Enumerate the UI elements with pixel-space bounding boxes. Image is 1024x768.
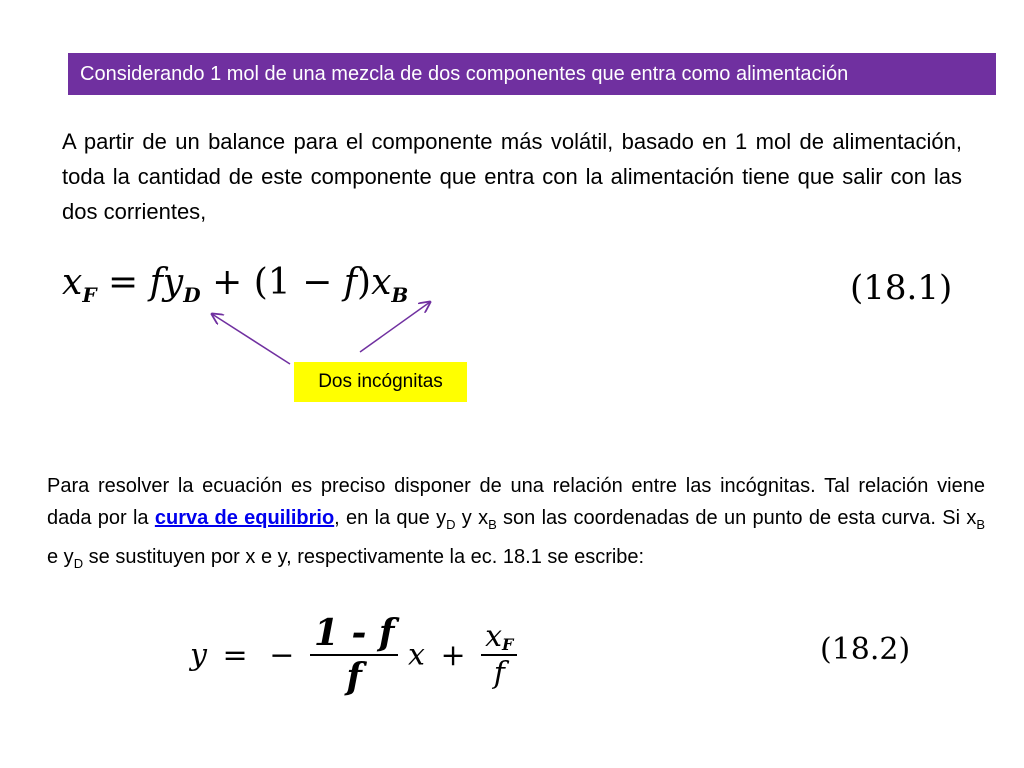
equilibrium-curve-link[interactable]: curva de equilibrio bbox=[154, 507, 335, 529]
fraction-1-minus-f-over-f: $\frac{1 - f}{f}$ bbox=[310, 612, 399, 698]
slide-title-text: Considerando 1 mol de una mezcla de dos componentes que entra como alimentación bbox=[80, 63, 849, 85]
arrow-to-yd bbox=[212, 314, 290, 364]
intro-paragraph: A partir de un balance para el componente más volátil, basado en 1 mol de alimentación, toda la cantidad de este componente que entra con la alimentación tiene que salir con las dos corrientes, bbox=[62, 129, 962, 224]
fraction-xf-over-f: $\frac{xF}{f}$ bbox=[481, 619, 517, 691]
equation-18-1: $x_F = fy_D + (1 - f)x_B$ bbox=[62, 262, 409, 307]
equation-18-2: y = − $\frac{1 - f}{f}$ x + $\frac{xF}{f}$ bbox=[190, 612, 517, 698]
equilibrium-paragraph: Para resolver la ecuación es preciso disponer de una relación entre las incógnitas. Tal relación viene dada por la curva de equilibrio, en la que $y_D$ y $x_B$ son las coordenadas de un punto de esta curva. Si $x_B$ e $y_D$ se sustituyen por x e y, respectivamente la ec. 18.1 se escribe: bbox=[47, 475, 985, 571]
unknowns-callout: Dos incógnitas bbox=[294, 362, 467, 402]
equation-number-18-2: (18.2) bbox=[820, 632, 911, 667]
arrow-to-xb bbox=[360, 302, 430, 352]
equation-number-18-1: (18.1) bbox=[850, 268, 953, 308]
